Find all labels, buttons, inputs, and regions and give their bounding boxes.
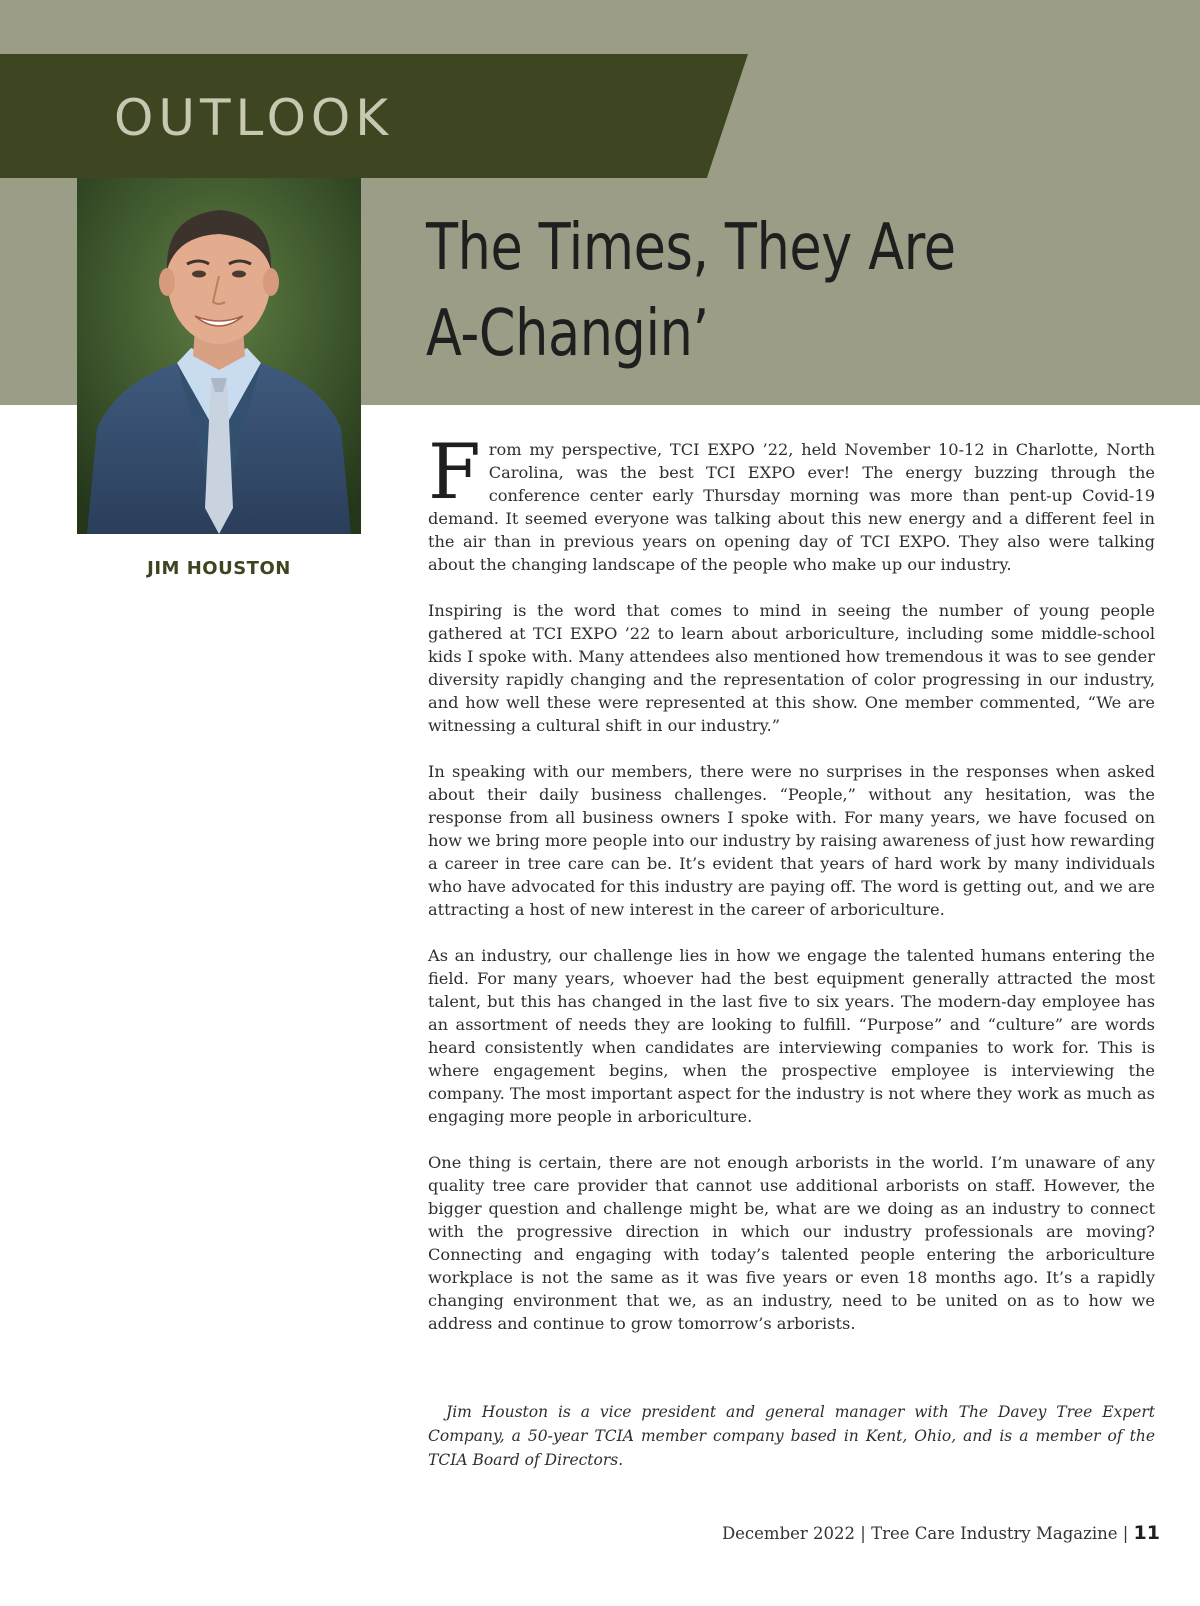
paragraph-5: One thing is certain, there are not enough arborists in the world. I’m unaware of any quality tree care provider that cannot use additional arborists on staff. However, the bigger question and challenge might be, what are we doing as an industry to connect with the progressive direction in which our industry professionals are moving? Connecting and engaging with today’s talented people entering the arboriculture workplace is not the same as it was five years or even 18 months ago. It’s a rapidly changing environment that we, as an industry, need to be united on as to how we address and continue to grow tomorrow’s arborists. [428, 1153, 1155, 1333]
paragraph-1 [428, 427, 1155, 576]
article-title-line-1: The Times, They Are [426, 211, 956, 285]
portrait-illustration [77, 178, 361, 534]
author-portrait [77, 178, 361, 534]
paragraph-3: In speaking with our members, there were no surprises in the responses when asked about their daily business challenges. “People,” without any hesitation, was the response from all business owners I spoke with. For many years, we have focused on how we bring more people into our industry by raising awareness of just how rewarding a career in tree care can be. It’s evident that years of hard work by many individuals who have advocated for this industry are paying off. The word is getting out, and we are attracting a host of new interest in the career of arboriculture. [428, 762, 1155, 919]
paragraph-1-text: rom my perspective, TCI EXPO ’22, held November 10-12 in Charlotte, North Carolina, was the best TCI EXPO ever! The energy buzzing through the conference center early Thursday morning was more than pent-up Covid-19 demand. It seemed everyone was talking about this new energy and a different feel in the air than in previous years on opening day of TCI EXPO. They also were talking about the changing landscape of the people who make up our industry. [428, 440, 1155, 574]
author-name: JIM HOUSTON [147, 558, 291, 579]
page-footer [722, 1522, 1160, 1544]
footer-issue: December 2022 | Tree Care Industry Magazine | [721, 1524, 1129, 1543]
author-bio: Jim Houston is a vice president and general manager with The Davey Tree Expert Company, a 50-year TCIA member company based in Kent, Ohio, and is a member of the TCIA Board of Directors. [428, 1403, 1155, 1469]
article-body [428, 427, 1155, 1358]
page-number: 11 [1133, 1522, 1160, 1544]
section-label: OUTLOOK [114, 89, 394, 147]
article-title-line-2: A-Changin’ [426, 297, 709, 371]
paragraph-4: As an industry, our challenge lies in how we engage the talented humans entering the field. For many years, whoever had the best equipment generally attracted the most talent, but this has changed in the last five to six years. The modern-day employee has an assortment of needs they are looking to fulfill. “Purpose” and “culture” are words heard consistently when candidates are interviewing companies to work for. This is where engagement begins, when the prospective employee is interviewing the company. The most important aspect for the industry is not where they work as much as engaging more people in arboriculture. [428, 946, 1155, 1126]
article-title [426, 205, 1033, 377]
paragraph-2: Inspiring is the word that comes to mind in seeing the number of young people gathered at TCI EXPO ’22 to learn about arboriculture, including some middle-school kids I spoke with. Many attendees also mentioned how tremendous it was to see gender diversity rapidly changing and the representation of color progressing in our industry, and how well these were represented at this show. One member commented, “We are witnessing a cultural shift in our industry.” [428, 601, 1155, 735]
drop-cap: F [428, 427, 481, 516]
